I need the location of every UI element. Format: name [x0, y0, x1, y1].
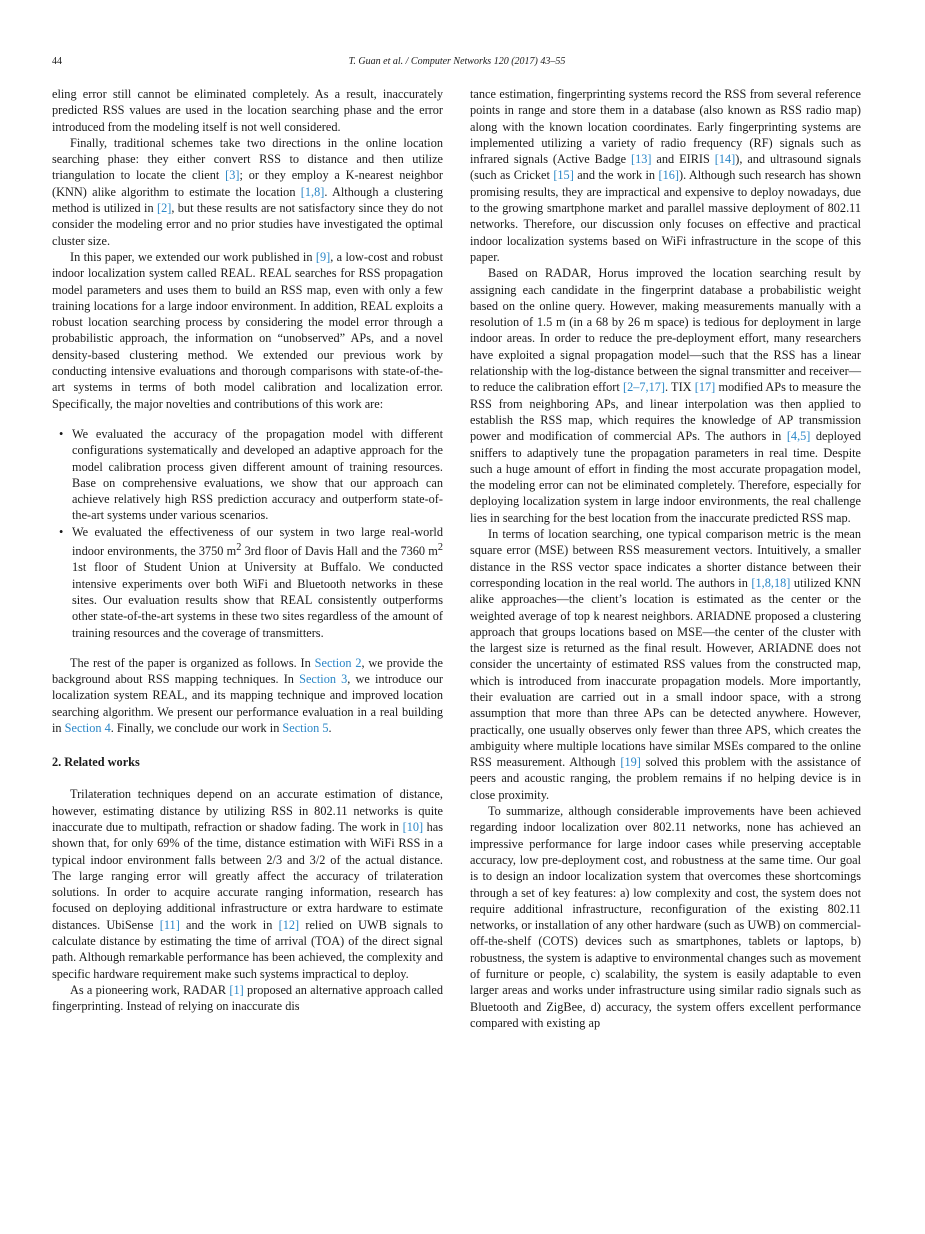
paragraph: Based on RADAR, Horus improved the location searching result by assigning each candidate in the fingerprint database a probabilistic weight based on the online query. However, making measurements manually with a resolution of 1.5 m (in a 68 by 26 m space) is tedious for deployment in large indoor areas. In order to reduce the pre-deployment effort, many researchers have exploited a signal propagation model—such that the RSS has a linear relationship with the log-distance between the signal transmitter and receiver—to reduce the calibration effort [2–7,17]. TIX [17] modified APs to measure the RSS from neighboring APs, and linear interpolation was then applied to establish the RSS map, which requires the knowledge of AP transmission power and modification of commercial APs. The authors in [4,5] deployed sniffers to adaptively tune the propagation parameters in real time. Despite such a huge amount of effort in finding the most accurate propagation model, the modeling error can not be eliminated completely. Therefore, especially for deploying localization system in large indoor environments, the real challenge lies in searching for the best location from the inaccurate predicted RSS map.: [470, 266, 861, 525]
citation-link[interactable]: [1,8,18]: [751, 575, 791, 590]
right-column: [470, 86, 861, 1031]
paragraph: As a pioneering work, RADAR [1] proposed an alternative approach called fingerprinting. Instead of relying on inaccurate dis: [52, 982, 443, 1014]
paragraph: In terms of location searching, one typical comparison metric is the mean square error (MSE) between RSS measurement vectors. Intuitively, a smaller distance in the RSS vector space indicates a shorter distance between their corresponding location in the real world. The authors in [1,8,18] utilized KNN alike approaches—the client’s location is estimated as the center or the weighted average of top k nearest neighbors. ARIADNE proposed a clustering approach that groups locations based on MSE—the center of the cluster with the largest size is returned as the final result. However, ARIADNE does not consider the uncertainty of estimated RSS values from the constructed map, which is introduced from inaccurate propagation models. More importantly, their evaluation are carried out in a small indoor space, with a strong assumption that more than three APs can be detected anywhere. However, practically, one usually observes only fewer than three APS, which creates the ambiguity where multiple locations have similar MSEs compared to the online RSS measurement. Although [19] solved this problem with the assistance of peers and acoustic ranging, the problem remains if no helping device is in close proximity.: [470, 527, 861, 802]
paragraph: The rest of the paper is organized as follows. In Section 2, we provide the background about RSS mapping techniques. In Section 3, we introduce our localization system REAL, and its mapping technique and improved location searching algorithm. We present our performance evaluation in a real building in Section 4. Finally, we conclude our work in Section 5.: [52, 655, 443, 736]
citation-link[interactable]: [1,8]: [300, 184, 325, 199]
citation-link[interactable]: [16]: [658, 168, 679, 183]
section-link[interactable]: Section 2: [314, 655, 362, 670]
section-link[interactable]: Section 4: [64, 721, 111, 736]
citation-link[interactable]: [4,5]: [786, 429, 811, 444]
section-link[interactable]: Section 5: [282, 721, 329, 736]
running-header: [52, 56, 862, 70]
citation-link[interactable]: [11]: [159, 917, 180, 932]
citation-link[interactable]: [9]: [315, 249, 331, 264]
paragraph: Trilateration techniques depend on an accurate estimation of distance, however, estimating distance by utilizing RSS in 802.11 networks is quite inaccurate due to multipath, refraction or shadow fading. The work in [10] has shown that, for only 69% of the time, distance estimation with WiFi RSS in a typical indoor environment falls between 2/3 and 3/2 of the actual distance. The large ranging error will greatly affect the accuracy of trilateration solutions. In order to acquire accurate ranging information, research has focused on deploying additional infrastructure or extra hardware to estimate distances. UbiSense [11] and the work in [12] relied on UWB signals to calculate distance by estimating the time of arrival (TOA) of the direct signal path. Although remarkable performance has been achieved, the complexity and specific hardware requirement make such systems impractical to deploy.: [52, 787, 444, 981]
list-item: • We evaluated the effectiveness of our system in two large real-world indoor environments, the 3750 $m^2$ 3rd floor of Davis Hall and the 7360 $m^2$ 1st floor of Student Union at University at Buffalo. We conducted intensive experiments over both WiFi and Bluetooth networks in these sites. Our evaluation results show that REAL consistently outperforms other state-of-the-art systems in these two sites regardless of the amount of training resources and the coverage of transmitters.: [72, 524, 443, 641]
citation-link[interactable]: [13]: [631, 152, 652, 167]
paragraph: tance estimation, fingerprinting systems record the RSS from several reference points in range and store them in a database (also known as RSS radio map) along with the known location coordinates. Early fingerprinting systems are implemented utilizing a variety of radio frequency (RF) signals such as infrared signals (Active Badge [13] and EIRIS [14]), and ultrasound signals (such as Cricket [15] and the work in [16]). Although such research has shown promising results, they are impractical and expensive to deploy nowadays, due to the growing smartphone market and parallel massive deployment of 802.11 networks. Therefore, our discussion only focuses on effective and practical indoor localization systems based on WiFi infrastructure in the scope of this paper.: [470, 87, 861, 264]
paragraph: eling error still cannot be eliminated completely. As a result, inaccurately predicted RSS values are used in the location searching phase and the error introduced from the modeling itself is not well considered.: [52, 87, 443, 134]
contributions-list: [52, 426, 443, 641]
paragraph: Finally, traditional schemes take two directions in the online location searching phase: they either convert RSS to distance and then utilize triangulation to locate the client [3]; or they employ a K-nearest neighbor (KNN) alike algorithm to estimate the location [1,8]. Although a clustering method is utilized in [2], but these results are not satisfactory since they do not consider the modeling error and no prior studies have investigated the optimal cluster size.: [52, 135, 444, 248]
page-number: 44: [52, 56, 62, 67]
citation-link[interactable]: [15]: [553, 168, 574, 183]
citation-link[interactable]: [10]: [402, 819, 424, 834]
citation-link[interactable]: [3]: [225, 168, 240, 183]
citation-link[interactable]: [12]: [278, 917, 300, 932]
section-link[interactable]: Section 3: [299, 672, 348, 687]
list-item: • We evaluated the accuracy of the propagation model with different configurations systematically and developed an adaptive approach for the model calibration process given different amount of training resources. Base on comprehensive evaluations, we show that our approach can achieve relatively high RSS prediction accuracy and outperform state-of-the-art systems under various scenarios.: [72, 426, 443, 524]
paragraph: In this paper, we extended our work published in [9], a low-cost and robust indoor localization system called REAL. REAL searches for RSS propagation model parameters and uses them to build an RSS map, even with only a few training locations for a large indoor environment. In addition, REAL exploits a robust location searching process by considering the model error through a probabilistic approach, the information on “unobserved” APs, and a novel density-based clustering method. We extended our previous work by conducting intensive evaluations and thorough comparisons with state-of-the-art systems in terms of both model calibration and localization error. Specifically, the major novelties and contributions of this work are:: [52, 249, 443, 411]
citation-link[interactable]: [19]: [620, 755, 641, 770]
section-heading: 2. Related works: [52, 755, 140, 770]
header-citation: T. Guan et al. / Computer Networks 120 (2017) 43–55: [348, 56, 566, 67]
citation-link[interactable]: [2]: [157, 201, 172, 216]
citation-link[interactable]: [1]: [229, 982, 244, 997]
citation-link[interactable]: [17]: [694, 380, 716, 395]
paragraph: To summarize, although considerable improvements have been achieved regarding indoor localization over 802.11 networks, none has achieved an impressive performance for large indoor cases while preserving acceptable accuracy, low pre-deployment cost, and robustness at the same time. Our goal is to design an indoor localization system that overcomes these shortcomings through a set of key features: a) low complexity and cost, the system does not require additional infrastructure, reconfiguration of the existing 802.11 networks, or installation of any other hardware (such as UWB) on commercial-off-the-shelf (COTS) devices such as smartphones, tablets or laptops, b) robustness, the system is adaptive to environmental changes such as movement of furniture or people, c) scalability, the system is easily adaptable to even larger areas and works under infrastructure using similar radio signals such as Bluetooth and ZigBee, d) accuracy, the system offers excellent performance compared with existing ap: [470, 804, 861, 1030]
left-column: [52, 86, 443, 1015]
citation-link[interactable]: [14]: [714, 152, 736, 167]
citation-link[interactable]: [2–7,17]: [623, 380, 666, 395]
